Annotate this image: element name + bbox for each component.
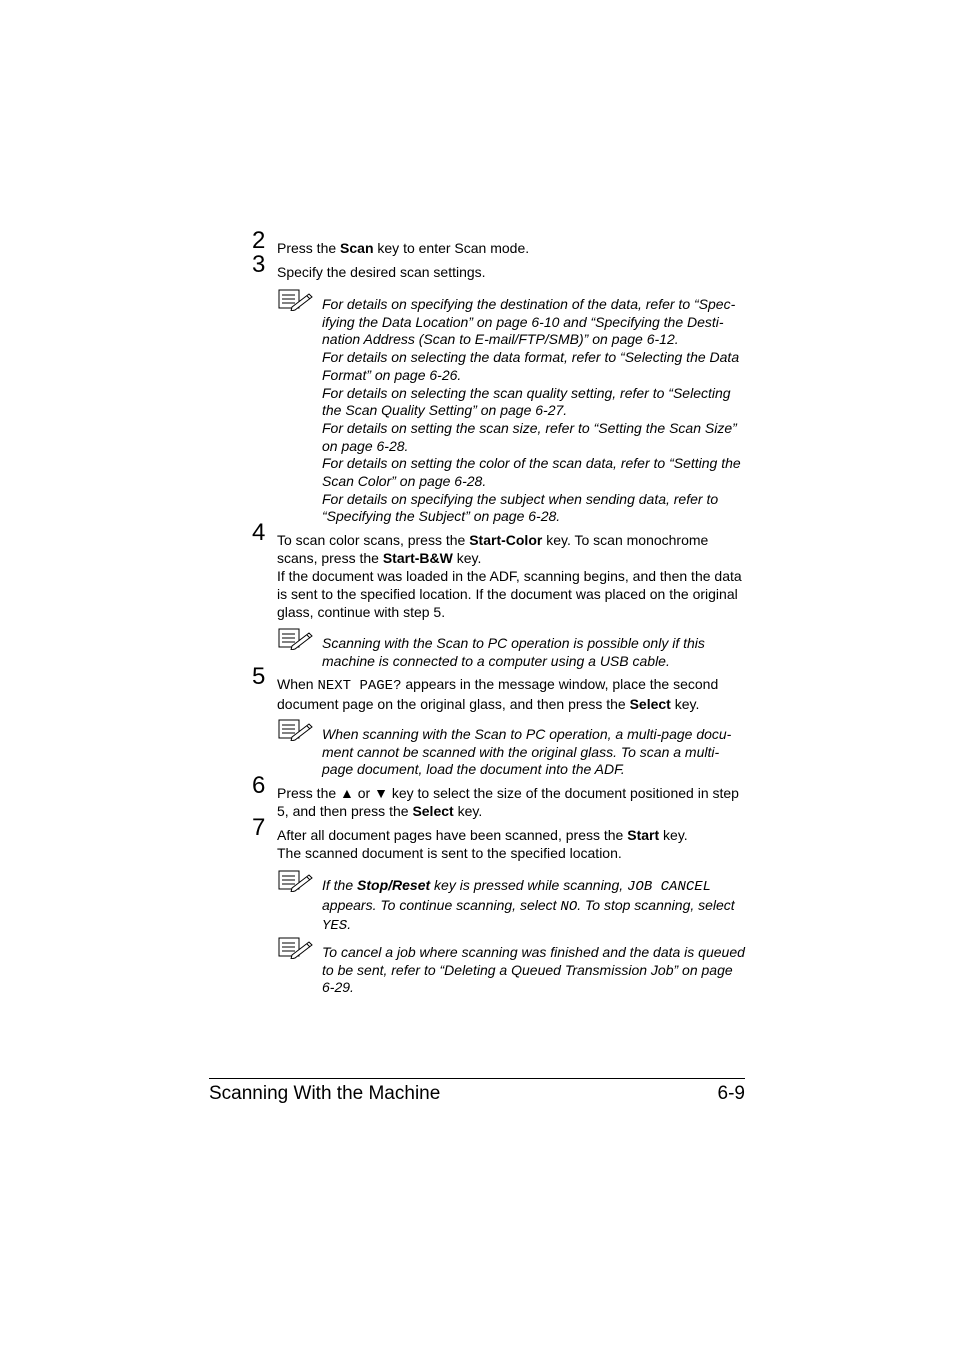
display-message: NEXT PAGE? (317, 678, 402, 694)
footer-chapter-title: Scanning With the Machine (209, 1083, 441, 1104)
note-pencil-icon (278, 937, 314, 959)
note-text: When scanning with the Scan to PC operation, a multi-page docu-ment cannot be scanned with the original glass. To scan a multi-page document, load the document into the ADF. (322, 726, 732, 778)
step-number: 6 (252, 772, 266, 799)
note-pencil-icon (278, 628, 314, 650)
key-name: Start (627, 827, 660, 843)
step-text: After all document pages have been scanned, press the Start key. The scanned document is sent to the specified location. (277, 827, 688, 861)
step-number: 4 (252, 519, 266, 546)
step-text: Press the ▲ or ▼ key to select the size of the document positioned in step 5, and then press the Select key. (277, 785, 739, 819)
footer-divider (209, 1078, 745, 1079)
step-number: 5 (252, 663, 266, 690)
display-message: YES (322, 918, 348, 935)
key-name: Select (412, 803, 454, 819)
step-text: When NEXT PAGE? appears in the message window, place the second document page on the original glass, and then press the Select key. (277, 676, 719, 712)
note-pencil-icon (278, 870, 314, 892)
step-text: Specify the desired scan settings. (277, 264, 486, 280)
display-message: NO (560, 898, 578, 915)
step-text: To scan color scans, press the Start-Color key. To scan monochrome scans, press the Start-B&W key. If the document was loaded in the ADF, scanning begins, and then the data is sent to the specified location. If the document was placed on the original glass, continue with step 5. (277, 532, 742, 620)
key-name: Scan (340, 240, 374, 256)
key-name: Start-B&W (382, 550, 453, 566)
note-text: For details on specifying the destination of the data, refer to “Spec-ifying the Data Location” on page 6-10 and “Specifying the Desti-nation Address (Scan to E-mail/FTP/SMB)” on page 6-12. For details on selecting the data format, refer to “Selecting the Data Format” on page 6-26. For details on selecting the scan quality setting, refer to “Selecting the Scan Quality Setting” on page 6-27. For details on setting the scan size, refer to “Setting the Scan Size” on page 6-28. For details on setting the color of the scan data, refer to “Setting the Scan Color” on page 6-28. For details on specifying the subject when sending data, refer to “Specifying the Subject” on page 6-28. (322, 296, 741, 525)
footer-page-number: 6-9 (717, 1083, 745, 1104)
display-message: JOB CANCEL (627, 879, 712, 895)
step-number: 3 (252, 251, 266, 278)
note-pencil-icon (278, 289, 314, 311)
step-text: Press the Scan key to enter Scan mode. (277, 240, 530, 256)
key-name: Select (629, 696, 671, 712)
note-text: If the Stop/Reset key is pressed while scanning, JOB CANCEL appears. To continue scanning, select NO. To stop scanning, select YES. (322, 877, 735, 935)
note-text: To cancel a job where scanning was finished and the data is queued to be sent, refer to “Deleting a Queued Transmission Job” on page 6-29. (322, 944, 745, 996)
key-name: Start-Color (469, 532, 543, 548)
note-text: Scanning with the Scan to PC operation is possible only if this machine is connected to a computer using a USB cable. (322, 635, 705, 669)
note-pencil-icon (278, 719, 314, 741)
step-number: 7 (252, 814, 266, 841)
key-name: Stop/Reset (357, 877, 431, 893)
step-number: 2 (252, 227, 266, 254)
